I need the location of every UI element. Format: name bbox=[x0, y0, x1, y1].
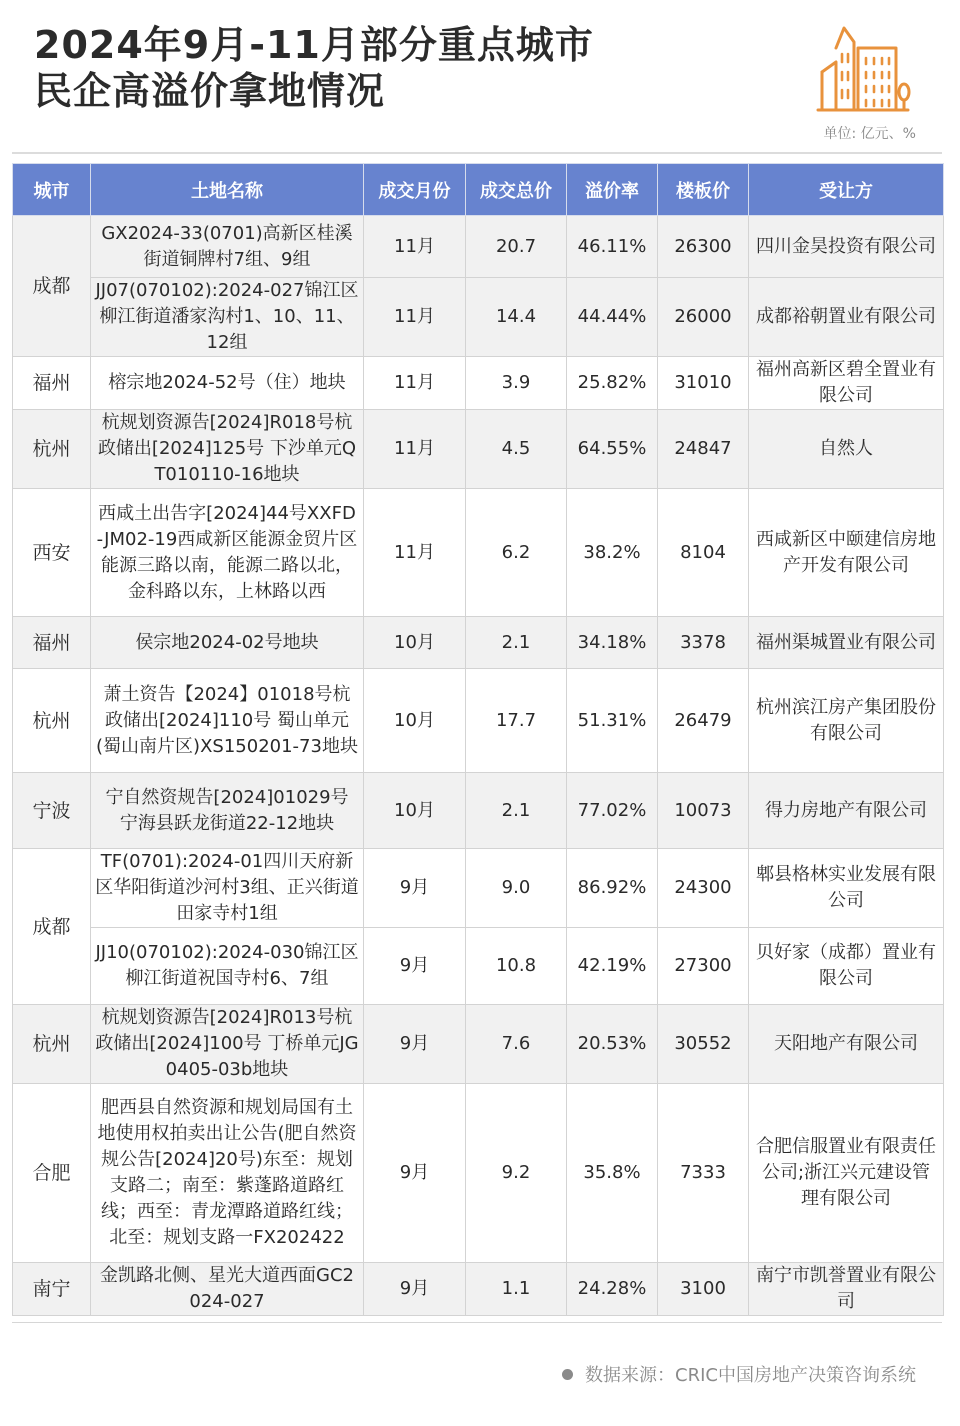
month-cell: 11月 bbox=[364, 410, 466, 489]
buyer-cell: 贝好家（成都）置业有限公司 bbox=[749, 928, 944, 1005]
table-row bbox=[13, 1084, 944, 1263]
buyer-cell: 福州高新区碧全置业有限公司 bbox=[749, 357, 944, 410]
city-cell: 成都 bbox=[13, 216, 91, 357]
land-name-cell: 杭规划资源告[2024]R018号杭政储出[2024]125号 下沙单元QT010110-16地块 bbox=[91, 410, 364, 489]
buyer-cell: 西咸新区中颐建信房地产开发有限公司 bbox=[749, 489, 944, 617]
total-price-cell: 20.7 bbox=[466, 216, 567, 278]
month-cell: 11月 bbox=[364, 357, 466, 410]
land-name-cell: 肥西县自然资源和规划局国有土地使用权拍卖出让公告(肥自然资规公告[2024]20号)东至：规划支路二；南至：紫蓬路道路红线；西至：青龙潭路道路红线；北至：规划支路一FX202422 bbox=[91, 1084, 364, 1263]
floor-price-cell: 10073 bbox=[658, 773, 749, 849]
premium-rate-cell: 44.44% bbox=[567, 278, 658, 357]
premium-rate-cell: 25.82% bbox=[567, 357, 658, 410]
table-row bbox=[13, 216, 944, 278]
table-header-row bbox=[13, 164, 944, 216]
month-cell: 9月 bbox=[364, 1084, 466, 1263]
floor-price-cell: 7333 bbox=[658, 1084, 749, 1263]
page-title-line-2: 民企高溢价拿地情况 bbox=[34, 69, 386, 113]
floor-price-cell: 31010 bbox=[658, 357, 749, 410]
total-price-cell: 4.5 bbox=[466, 410, 567, 489]
floor-price-cell: 26479 bbox=[658, 669, 749, 773]
land-name-cell: 萧土资告【2024】01018号杭政储出[2024]110号 蜀山单元(蜀山南片区)XS150201-73地块 bbox=[91, 669, 364, 773]
buyer-cell: 天阳地产有限公司 bbox=[749, 1005, 944, 1084]
land-name-cell: 金凯路北侧、星光大道西面GC2024-027 bbox=[91, 1263, 364, 1316]
column-header-premium-rate: 溢价率 bbox=[567, 164, 658, 216]
buyer-cell: 成都裕朝置业有限公司 bbox=[749, 278, 944, 357]
premium-rate-cell: 34.18% bbox=[567, 617, 658, 669]
month-cell: 10月 bbox=[364, 773, 466, 849]
premium-rate-cell: 38.2% bbox=[567, 489, 658, 617]
month-cell: 11月 bbox=[364, 278, 466, 357]
source-text: 数据来源：CRIC中国房地产决策咨询系统 bbox=[585, 1365, 916, 1386]
land-name-cell: 杭规划资源告[2024]R013号杭政储出[2024]100号 丁桥单元JG0405-03b地块 bbox=[91, 1005, 364, 1084]
table-row bbox=[13, 669, 944, 773]
floor-price-cell: 3378 bbox=[658, 617, 749, 669]
floor-price-cell: 26300 bbox=[658, 216, 749, 278]
city-cell: 合肥 bbox=[13, 1084, 91, 1263]
unit-label: 单位: 亿元、% bbox=[823, 126, 916, 142]
column-header-month: 成交月份 bbox=[364, 164, 466, 216]
premium-rate-cell: 86.92% bbox=[567, 849, 658, 928]
land-name-cell: 宁自然资规告[2024]01029号 宁海县跃龙街道22-12地块 bbox=[91, 773, 364, 849]
title-block bbox=[34, 22, 594, 114]
month-cell: 10月 bbox=[364, 617, 466, 669]
buyer-cell: 杭州滨江房产集团股份有限公司 bbox=[749, 669, 944, 773]
premium-rate-cell: 24.28% bbox=[567, 1263, 658, 1316]
column-header-buyer: 受让方 bbox=[749, 164, 944, 216]
month-cell: 9月 bbox=[364, 928, 466, 1005]
city-cell: 福州 bbox=[13, 357, 91, 410]
table-row bbox=[13, 849, 944, 928]
column-header-floor-price: 楼板价 bbox=[658, 164, 749, 216]
buyer-cell: 福州渠城置业有限公司 bbox=[749, 617, 944, 669]
city-cell: 成都 bbox=[13, 849, 91, 1005]
premium-rate-cell: 35.8% bbox=[567, 1084, 658, 1263]
total-price-cell: 3.9 bbox=[466, 357, 567, 410]
city-cell: 南宁 bbox=[13, 1263, 91, 1316]
floor-price-cell: 3100 bbox=[658, 1263, 749, 1316]
table-row bbox=[13, 617, 944, 669]
premium-rate-cell: 77.02% bbox=[567, 773, 658, 849]
premium-rate-cell: 64.55% bbox=[567, 410, 658, 489]
total-price-cell: 9.2 bbox=[466, 1084, 567, 1263]
city-cell: 西安 bbox=[13, 489, 91, 617]
total-price-cell: 10.8 bbox=[466, 928, 567, 1005]
column-header-total-price: 成交总价 bbox=[466, 164, 567, 216]
table-row bbox=[13, 773, 944, 849]
land-table bbox=[12, 163, 944, 1316]
page-title-line-1: 2024年9月-11月部分重点城市 bbox=[34, 23, 594, 67]
month-cell: 11月 bbox=[364, 489, 466, 617]
buildings-icon bbox=[810, 18, 914, 118]
column-header-city: 城市 bbox=[13, 164, 91, 216]
city-cell: 宁波 bbox=[13, 773, 91, 849]
floor-price-cell: 24300 bbox=[658, 849, 749, 928]
buyer-cell: 四川金昊投资有限公司 bbox=[749, 216, 944, 278]
table-row bbox=[13, 489, 944, 617]
buyer-cell: 南宁市凯誉置业有限公司 bbox=[749, 1263, 944, 1316]
table-row bbox=[13, 410, 944, 489]
total-price-cell: 1.1 bbox=[466, 1263, 567, 1316]
column-header-land-name: 土地名称 bbox=[91, 164, 364, 216]
city-cell: 杭州 bbox=[13, 1005, 91, 1084]
buyer-cell: 郫县格林实业发展有限公司 bbox=[749, 849, 944, 928]
total-price-cell: 2.1 bbox=[466, 617, 567, 669]
floor-price-cell: 24847 bbox=[658, 410, 749, 489]
bottom-divider bbox=[12, 1322, 942, 1323]
table-row bbox=[13, 1263, 944, 1316]
month-cell: 10月 bbox=[364, 669, 466, 773]
premium-rate-cell: 46.11% bbox=[567, 216, 658, 278]
total-price-cell: 7.6 bbox=[466, 1005, 567, 1084]
bullet-icon bbox=[562, 1369, 573, 1380]
table-row bbox=[13, 357, 944, 410]
table-row bbox=[13, 1005, 944, 1084]
month-cell: 9月 bbox=[364, 1005, 466, 1084]
land-name-cell: JJ10(070102):2024-030锦江区柳江街道祝国寺村6、7组 bbox=[91, 928, 364, 1005]
land-name-cell: 侯宗地2024-02号地块 bbox=[91, 617, 364, 669]
premium-rate-cell: 51.31% bbox=[567, 669, 658, 773]
land-name-cell: JJ07(070102):2024-027锦江区柳江街道潘家沟村1、10、11、12组 bbox=[91, 278, 364, 357]
premium-rate-cell: 42.19% bbox=[567, 928, 658, 1005]
city-cell: 福州 bbox=[13, 617, 91, 669]
total-price-cell: 9.0 bbox=[466, 849, 567, 928]
source-note bbox=[562, 1361, 916, 1387]
total-price-cell: 2.1 bbox=[466, 773, 567, 849]
floor-price-cell: 27300 bbox=[658, 928, 749, 1005]
month-cell: 9月 bbox=[364, 849, 466, 928]
floor-price-cell: 30552 bbox=[658, 1005, 749, 1084]
land-name-cell: GX2024-33(0701)高新区桂溪街道铜牌村7组、9组 bbox=[91, 216, 364, 278]
table-row bbox=[13, 278, 944, 357]
total-price-cell: 17.7 bbox=[466, 669, 567, 773]
buyer-cell: 自然人 bbox=[749, 410, 944, 489]
buyer-cell: 得力房地产有限公司 bbox=[749, 773, 944, 849]
total-price-cell: 14.4 bbox=[466, 278, 567, 357]
buyer-cell: 合肥信服置业有限责任公司;浙江兴元建设管理有限公司 bbox=[749, 1084, 944, 1263]
land-name-cell: TF(0701):2024-01四川天府新区华阳街道沙河村3组、正兴街道田家寺村1组 bbox=[91, 849, 364, 928]
top-divider bbox=[12, 152, 942, 154]
table-row bbox=[13, 928, 944, 1005]
month-cell: 9月 bbox=[364, 1263, 466, 1316]
floor-price-cell: 26000 bbox=[658, 278, 749, 357]
city-cell: 杭州 bbox=[13, 410, 91, 489]
land-name-cell: 西咸土出告字[2024]44号XXFD-JM02-19西咸新区能源金贸片区能源三路以南，能源二路以北，金科路以东，上林路以西 bbox=[91, 489, 364, 617]
month-cell: 11月 bbox=[364, 216, 466, 278]
floor-price-cell: 8104 bbox=[658, 489, 749, 617]
city-cell: 杭州 bbox=[13, 669, 91, 773]
total-price-cell: 6.2 bbox=[466, 489, 567, 617]
premium-rate-cell: 20.53% bbox=[567, 1005, 658, 1084]
land-name-cell: 榕宗地2024-52号（住）地块 bbox=[91, 357, 364, 410]
